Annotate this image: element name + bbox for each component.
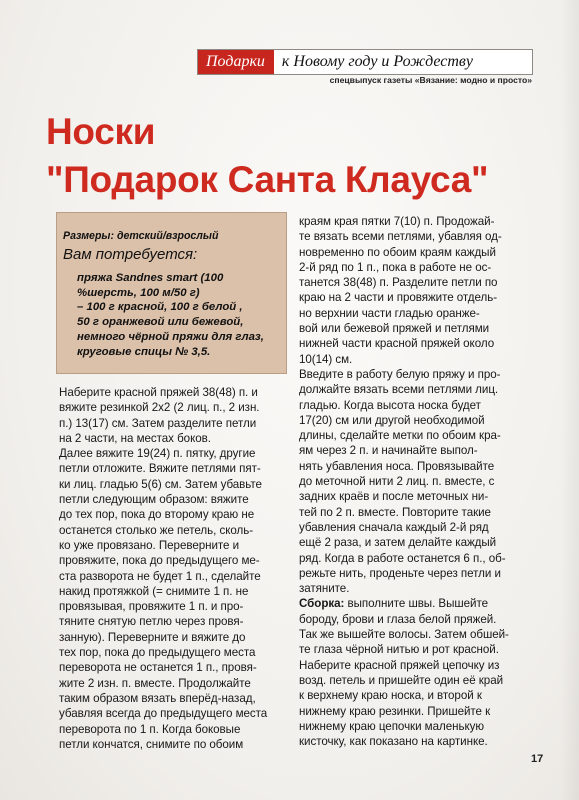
text-line: нижнему краю резинки. Пришейте к [299, 704, 491, 718]
text-line: 17(20) см или другой необходимой [299, 413, 485, 427]
text-line: Введите в работу белую пряжу и про- [299, 367, 501, 381]
section-title: к Новому году и Рождеству [281, 53, 473, 70]
text-line: ко уже провязано. Переверните и [59, 538, 240, 552]
text-line: провяжите, пока до предыдущего ме- [59, 554, 260, 568]
text-line: 10(14) см. [299, 352, 353, 366]
text-line: ряд. Когда в работе останется 6 п., об- [299, 551, 506, 565]
text-line: занную). Переверните и вяжите до [59, 630, 246, 644]
materials-box [56, 212, 287, 374]
assembly-first-line-text: выполните швы. Вышейте [344, 597, 488, 611]
sizes-text: Размеры: детский/взрослый [63, 230, 219, 242]
yarn-line: 50 г оранжевой или бежевой, [77, 316, 244, 329]
text-line: новременно по обоим краям каждый [299, 245, 496, 259]
text-line: петли кончатся, снимите по обоим [59, 737, 244, 751]
text-line: должайте вязать всеми петлями лиц. [299, 383, 499, 397]
text-line: к верхнему краю носка, и второй к [299, 689, 482, 703]
text-line: но верхнии части гладью оранже- [299, 306, 480, 320]
materials-heading: Вам потребуется: [63, 246, 198, 263]
text-line: таким образом вязать вперёд-назад, [59, 691, 256, 705]
text-line: нять убавления носа. Провязывайте [299, 459, 495, 473]
text-line: тех пор, пока до предыдущего места [59, 646, 256, 660]
text-line: до меточной нити 2 лиц. п. вместе, с [299, 475, 495, 489]
text-line: нижнему краю цепочки маленькую [299, 719, 484, 733]
text-line: до тех пор, пока до второму краю не [59, 508, 255, 522]
text-line: петли следующим образом: вяжите [59, 493, 249, 507]
yarn-line: %шерсть, 100 м/50 г) [77, 286, 200, 299]
yarn-line: пряжа Sandnes smart (100 [77, 272, 224, 284]
text-line: жите 2 изн. п. вместе. Продолжайте [59, 676, 251, 690]
text-line: длины, сделайте метки по обоим кра- [299, 429, 501, 443]
text-line: ещё 2 раза, и затем делайте каждый [299, 536, 497, 550]
yarn-list [77, 271, 282, 359]
article-title-line-2: "Подарок Санта Клауса" [46, 159, 489, 200]
text-line: вой или бежевой пряжей и петлями [299, 322, 490, 336]
section-tag: Подарки [198, 50, 274, 74]
text-line: затяните. [299, 582, 350, 596]
right-text-column [299, 214, 509, 749]
text-line: переворота не останется 1 п., провя- [59, 661, 257, 675]
text-line: убавляя всегда до предыдущего места [59, 707, 268, 721]
text-line: те глаза чёрной нитью и рот красной. [299, 643, 499, 657]
text-line: на 2 части, на местах боков. [59, 431, 211, 445]
text-line: переворота по 1 п. Когда боковые [59, 722, 241, 736]
text-line: провязывая, провяжите 1 п. и про- [59, 600, 244, 614]
text-line: тяните снятую петлю через провя- [59, 615, 244, 629]
text-line: п.) 13(17) см. Затем разделите петли [59, 416, 257, 430]
page-number: 17 [531, 753, 544, 765]
text-line: задних краёв и после меточных ни- [299, 490, 489, 504]
article-title-line-1: Носки [46, 111, 156, 152]
text-line: тей по 2 п. вместе. Повторите такие [299, 505, 491, 519]
article-title [46, 108, 488, 204]
text-line: петли отложите. Вяжите петлями пят- [59, 462, 261, 476]
text-line: те вязать всеми петлями, убавляя од- [299, 230, 502, 244]
text-line: 2-й ряд по 1 п., пока в работе не ос- [299, 260, 492, 274]
text-line: возд. петель и пришейте один её край [299, 673, 504, 687]
text-line: Далее вяжите 19(24) п. пятку, другие [59, 447, 256, 461]
text-line: Так же вышейте волосы. Затем обшей- [299, 628, 509, 642]
text-line: останется столько же петель, сколь- [59, 523, 254, 537]
yarn-line: немного чёрной пряжи для глаз, [77, 330, 264, 343]
text-line: нижней части красной пряжей около [299, 337, 495, 351]
assembly-label: Сборка: [299, 597, 345, 611]
section-header [197, 49, 533, 75]
yarn-line: – 100 г красной, 100 г белой , [77, 301, 243, 314]
text-line: краю на 2 части и провяжите отдель- [299, 291, 498, 305]
left-text-column [59, 385, 267, 752]
text-line: накид протяжкой (= снимите 1 п. не [59, 584, 249, 598]
text-line: ки лиц. гладью 5(6) см. Затем убавьте [59, 477, 262, 491]
text-line: танется 38(48) п. Разделите петли по [299, 276, 498, 290]
text-line: краям края пятки 7(10) п. Продожай- [299, 215, 495, 228]
text-line: гладью. Когда высота носка будет [299, 398, 481, 412]
yarn-line: круговые спицы № 3,5. [77, 345, 211, 358]
text-line: Наберите красной пряжей цепочку из [299, 658, 500, 672]
text-line: ям через 2 п. и начинайте выпол- [299, 444, 478, 458]
text-line: режьте нить, проденьте через петли и [299, 566, 501, 580]
text-line: вяжите резинкой 2х2 (2 лиц. п., 2 изн. [59, 401, 260, 415]
page-fold-shadow [560, 0, 579, 800]
assembly-first-line [299, 596, 509, 611]
text-line: кисточку, как показано на картинке. [299, 735, 488, 749]
text-line: ста разворота не будет 1 п., сделайте [59, 569, 261, 583]
text-line: бороду, брови и глаза белой пряжей. [299, 612, 497, 626]
publication-subtitle: спецвыпуск газеты «Вязание: модно и просто» [329, 75, 532, 85]
text-line: Наберите красной пряжей 38(48) п. и [59, 386, 258, 399]
text-line: убавления сначала каждый 2-й ряд [299, 520, 489, 534]
